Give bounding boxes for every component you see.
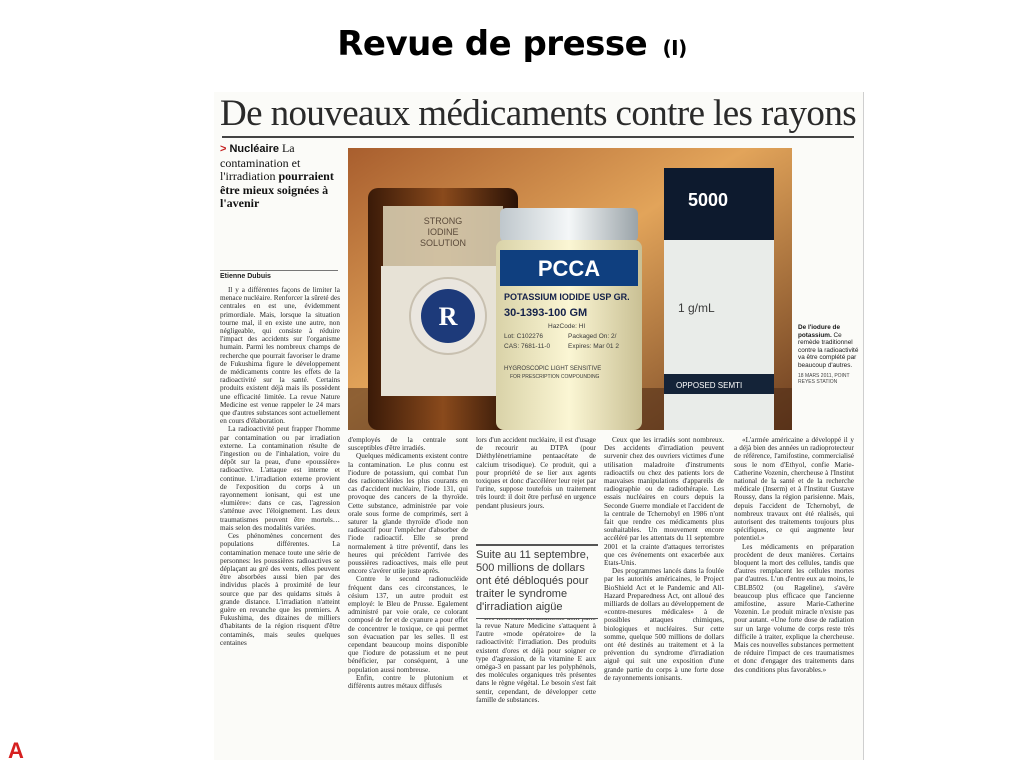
caption-credit: 18 MARS 2011, POINT REYES STATION — [798, 372, 850, 385]
paragraph: d'employés de la centrale sont susceptibles d'être irradiés. — [348, 436, 468, 453]
jar-lot: Lot: C102276 — [504, 333, 544, 340]
photo-illustration — [348, 148, 792, 430]
caption-text: Ce remède traditionnel contre la radioactivité va être complété par beaucoup d'autres. — [798, 331, 859, 369]
paragraph: Ceux que les irradiés sont nombreux. Des accidents d'irradiation peuvent survenir chez des ouvriers victimes d'une utilisation maladroite d'instruments radioactifs ou chez des patients lors de mauvaises manipulations d'appareils de radiographie ou de radiothérapie. Les essais nucléaires en cours depuis la Seconde Guerre mondiale et l'accident de la centrale de Tchernobyl en 1986 n'ont fait que rendre ces médicaments plus souhaitables. Un mouvement encore accéléré par les attentats du 11 septembre 2001 et la crainte d'attaques terroristes que ces événements ont exacerbée aux Etats-Unis. — [604, 436, 724, 568]
article-column-2 — [348, 436, 468, 758]
kicker-bold: pourraient être mieux soignées à l'avenir — [220, 169, 334, 210]
kicker-arrow: > — [220, 143, 227, 155]
slide-title — [0, 24, 1024, 64]
photo-caption — [798, 324, 860, 385]
paragraph: La radioactivité peut frapper l'homme par contamination ou par irradiation externe. La contamination résulte de l'ingestion ou de l'inhalation, voire du dépôt sur la peau, d'une «poussière» radioactive. L'attaque est interne et continue. L'irradiation externe provient de l'exposition du corps à un rayonnement ionisant, qui est une «lumière»: dans ce cas, l'agression s'atténue avec l'éloignement. Les deux traumatismes peuvent être mortels… mais selon des modalités variées. — [220, 425, 340, 532]
newspaper-clipping — [214, 92, 864, 760]
paragraph: Quelques médicaments existent contre la contamination. Le plus connu est l'iodure de potassium, qui combat l'un des radionucléides les plus courants en cas d'accident nucléaire, l'iode 131, qui provoque des cancers de la thyroïde. Cette substance, administrée par voie orale sous forme de comprimés, sert à saturer la glande thyroïde d'iode non radioactif pour l'empêcher d'absorber de l'iode radioactif. Elle se prend normalement à titre préventif, dans les heures qui précèdent l'arrivée des poussières radioactives, mais elle peut encore s'avérer utile juste après. — [348, 452, 468, 576]
paragraph: Des programmes lancés dans la foulée par les autorités américaines, le Project BioShield Act et le Pandemic and All-Hazard Preparedness Act, ont alloué des milliards de dollars au développement de «contre-mesures médicales» à de possibles attaques chimiques, biologiques et nucléaires. Sur cette somme, quelque 500 millions de dollars ont été destinés au traitement et à la prévention du syndrome d'irradiation aiguë qui suit une exposition d'une grande partie du corps à une forte dose de rayonnements ionisants. — [604, 567, 724, 682]
slide-title-suffix: (I) — [662, 36, 687, 60]
caption-title: De l'iodure de potassium. — [798, 324, 841, 339]
paragraph: Contre le second radionucléide fréquent dans ces circonstances, le césium 137, un autre produit est employé: le Bleu de Prusse. Egalement administré par voie orale, ce colorant composé de fer et de cyanure a pour effet de concentrer le toxique, ce qui permet son évacuation par les selles. Il est cependant beaucoup moins disponible que l'iodure de potassium et ne peut bénéficier, par conséquent, à une population aussi nombreuse. — [348, 575, 468, 674]
article-photo — [348, 148, 792, 430]
paragraph: la revue Nature Medicine s'attaquent à l'autre «mode opératoire» de la radioactivité: l'irradiation. Des produits existent d'ores et déjà pour soigner ce type d'agression, de la vitamine E aux oméga-3 en passant par les polyphénols, des molécules organiques très présentes dans le règne végétal. Le besoin s'est fait sentir, cependant, de développer cette famille de substances. — [476, 622, 596, 704]
jar-haz: HazCode: HI — [548, 323, 586, 330]
jar-product: POTASSIUM IODIDE USP GR. — [504, 292, 630, 302]
jar-brand: PCCA — [537, 256, 601, 281]
headline-rule — [222, 136, 854, 138]
article-kicker — [220, 142, 345, 211]
paragraph: Les médicaments en préparation procèdent de deux manières. Certains bloquent la mort des cellules, tandis que d'autres remplacent les cellules mortes par d'autres. L'un d'entre eux au moins, le CBLB502 (ou Rageline), s'avère beaucoup plus efficace que l'ancienne amifostine, assure Marie-Catherine Vozenin. Le produit miracle n'existe pas pour autant. «Une forte dose de radiation sur un large volume de corps reste très difficile à traiter, explique la chercheuse. Mais ces nouvelles substances permettent de réduire l'impact de ces traumatismes et donc d'engager des traitements dans des conditions plus favorables.» — [734, 542, 854, 674]
paragraph: lors d'un accident nucléaire, il est d'usage de recourir au DTPA (pour Diéthylènetriamine pentaacétate de calcium trisodique). Ce produit, qui a pour propriété de se lier aux agents toxiques et donc d'accélérer leur rejet par l'urine, suppose toutefois un traitement très lourd: il doit être perfusé en urgence pendant plusieurs jours. — [476, 436, 596, 510]
article-column-1 — [220, 286, 340, 760]
article-column-4 — [604, 436, 724, 758]
jar-compounding: FOR PRESCRIPTION COMPOUNDING — [510, 374, 600, 380]
paragraph: «L'armée américaine a développé il y a déjà bien des années un radioprotecteur de référence, l'amifostine, commercialisé sous le nom d'Ethyol, confie Marie-Catherine Vozenin, chercheuse à l'Institut national de la santé et de la recherche médicale (Inserm) et à l'Institut Gustave Roussy, dans la région parisienne. Mais, depuis l'accident de Tchernobyl, de nombreux travaux ont été réalisés, qui autorisent des traitements toujours plus spécifiques, ce qui augmente leur potentiel.» — [734, 436, 854, 543]
jar-cas: CAS: 7681-11-0 — [504, 343, 551, 350]
bottle-label-text: STRONG IODINE SOLUTION — [419, 216, 467, 248]
pull-quote: Suite au 11 septembre, 500 millions de dollars ont été débloqués pour traiter le syndrome d'irradiation aigüe — [476, 544, 598, 619]
box-top-label: 5000 — [688, 190, 729, 210]
paragraph: Ces phénomènes concernent des populations différentes. La contamination menace toute une série de personnes: les poussières radioactives se déplaçant au gré des vents, elles peuvent être absorbées aussi bien par des individus placés à proximité de leur source que par des quidams situés à grande distance. L'irradiation n'atteint guère en revanche que les premiers. A Fukushima, des dizaines de milliers d'habitants de la région risquent d'être contaminés, mais seules quelques centaines — [220, 532, 340, 647]
slide-title-text: Revue de presse — [337, 24, 648, 64]
box-bottom-label: OPPOSED SEMTI — [676, 381, 743, 390]
paragraph: Enfin, contre le plutonium et différents autres métaux diffusés — [348, 673, 468, 691]
slide-marker: A — [8, 738, 24, 763]
article-byline: Etienne Dubuis — [220, 273, 271, 280]
jar-warning: HYGROSCOPIC LIGHT SENSITIVE — [504, 366, 602, 372]
article-headline: De nouveaux médicaments contre les rayons — [220, 93, 857, 134]
jar-expires: Expires: Mar 01 2 — [568, 343, 619, 350]
paragraph: Il y a différentes façons de limiter la menace nucléaire. Renforcer la sûreté des centrales en est une, évidemment primordiale. Mais, lorsque la situation tourne mal, il en existe une autre, non négligeable, qui consiste à réduire l'impact des accidents sur l'organisme humain. Parmi les nombreux champs de recherche que pourrait favoriser le drame de Fukushima figure le développement de médicaments contre les effets de la radioactivité sur la santé. Certains produits existent déjà mais ils possèdent une efficacité limitée. La revue Nature Medicine est venue rappeler le 24 mars que d'autres substances sont actuellement en cours d'élaboration. — [220, 286, 340, 426]
kicker-section: Nucléaire — [229, 143, 279, 155]
rx-badge-letter: R — [438, 302, 458, 331]
jar-cap — [500, 208, 638, 242]
byline-rule — [220, 270, 338, 271]
jar-code: 30-1393-100 GM — [504, 307, 588, 319]
kicker-text: La contamination et l'irradiation — [220, 141, 301, 183]
jar-packaged: Packaged On: 2/ — [568, 333, 617, 340]
box-mid-label: 1 g/mL — [678, 301, 715, 315]
article-column-5 — [734, 436, 854, 758]
